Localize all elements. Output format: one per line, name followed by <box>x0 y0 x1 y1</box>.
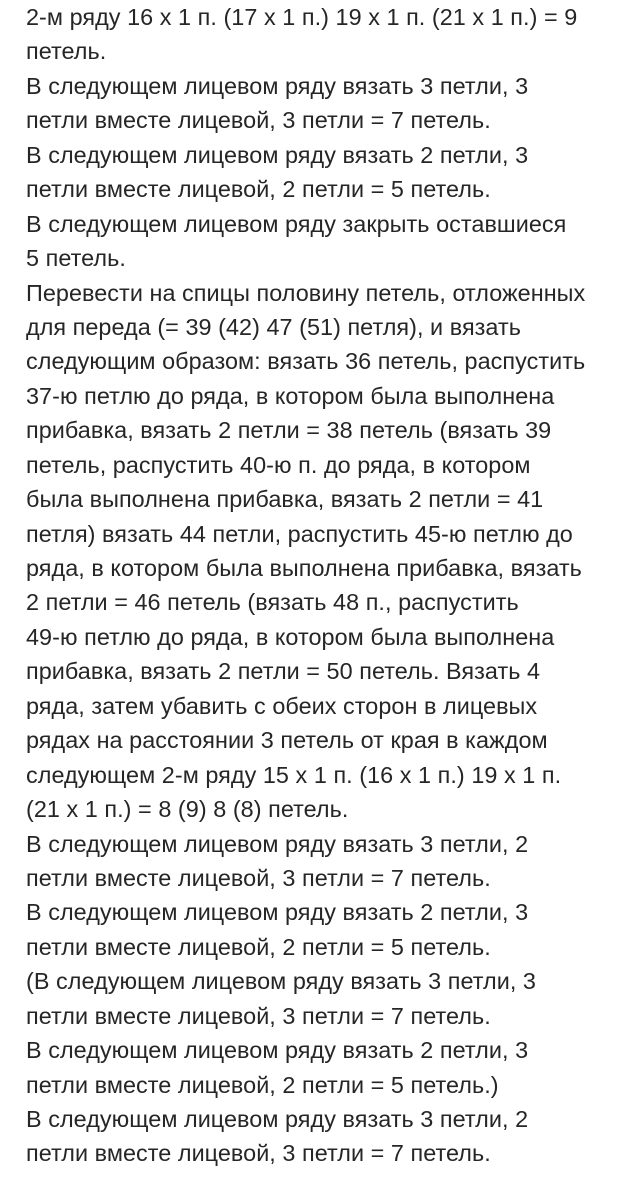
text-line: рядах на расстоянии 3 петель от края в каждом <box>26 727 548 754</box>
text-line: следующем 2-м ряду 15 х 1 п. (16 х 1 п.) 19 х 1 п. <box>26 761 562 788</box>
text-line: В следующем лицевом ряду вязать 3 петли, 2 <box>26 830 529 857</box>
text-line: для переда (= 39 (42) 47 (51) петля), и вязать <box>26 313 521 340</box>
text-line: была выполнена прибавка, вязать 2 петли = 41 <box>26 486 544 513</box>
document-body <box>26 0 638 1171</box>
text-line: петли вместе лицевой, 2 петли = 5 петель.) <box>26 1071 499 1098</box>
text-line: 5 петель. <box>26 245 126 272</box>
text-line: петель. <box>26 38 107 65</box>
text-line: В следующем лицевом ряду вязать 2 петли, 3 <box>26 141 529 168</box>
text-line: петли вместе лицевой, 3 петли = 7 петель. <box>26 1140 491 1167</box>
text-line: 49-ю петлю до ряда, в котором была выполнена <box>26 623 555 650</box>
text-line: прибавка, вязать 2 петли = 38 петель (вязать 39 <box>26 417 552 444</box>
text-line: В следующем лицевом ряду вязать 2 петли, 3 <box>26 1037 529 1064</box>
text-line: ряда, в котором была выполнена прибавка, вязать <box>26 555 582 581</box>
text-line: (21 х 1 п.) = 8 (9) 8 (8) петель. <box>26 796 349 823</box>
text-line: петли вместе лицевой, 3 петли = 7 петель. <box>26 864 491 891</box>
text-line: ряда, затем убавить с обеих сторон в лицевых <box>26 692 538 719</box>
text-line: В следующем лицевом ряду вязать 3 петли, 2 <box>26 1106 529 1132</box>
text-line: петель, распустить 40-ю п. до ряда, в котором <box>26 451 531 478</box>
text-line: В следующем лицевом ряду вязать 3 петли, 3 <box>26 72 529 99</box>
text-line: В следующем лицевом ряду вязать 2 петли, 3 <box>26 899 529 926</box>
text-line: прибавка, вязать 2 петли = 50 петель. Вязать 4 <box>26 658 541 685</box>
text-line: петли вместе лицевой, 2 петли = 5 петель. <box>26 176 491 203</box>
text-line: Перевести на спицы половину петель, отложенных <box>26 279 586 306</box>
text-line: В следующем лицевом ряду закрыть оставшиеся <box>26 210 567 237</box>
text-line: (В следующем лицевом ряду вязать 3 петли, 3 <box>26 968 536 995</box>
text-line: петли вместе лицевой, 3 петли = 7 петель. <box>26 107 491 134</box>
text-line: 2-м ряду 16 х 1 п. (17 х 1 п.) 19 х 1 п. (21 х 1 п.) = 9 <box>26 4 578 30</box>
text-line: следующим образом: вязать 36 петель, распустить <box>26 348 586 375</box>
text-line: петля) вязать 44 петли, распустить 45-ю петлю до <box>26 520 573 547</box>
text-line: петли вместе лицевой, 2 петли = 5 петель. <box>26 933 491 960</box>
text-line: 2 петли = 46 петель (вязать 48 п., распустить <box>26 589 519 616</box>
text-line: 37-ю петлю до ряда, в котором была выполнена <box>26 382 555 409</box>
text-line: петли вместе лицевой, 3 петли = 7 петель. <box>26 1002 491 1029</box>
